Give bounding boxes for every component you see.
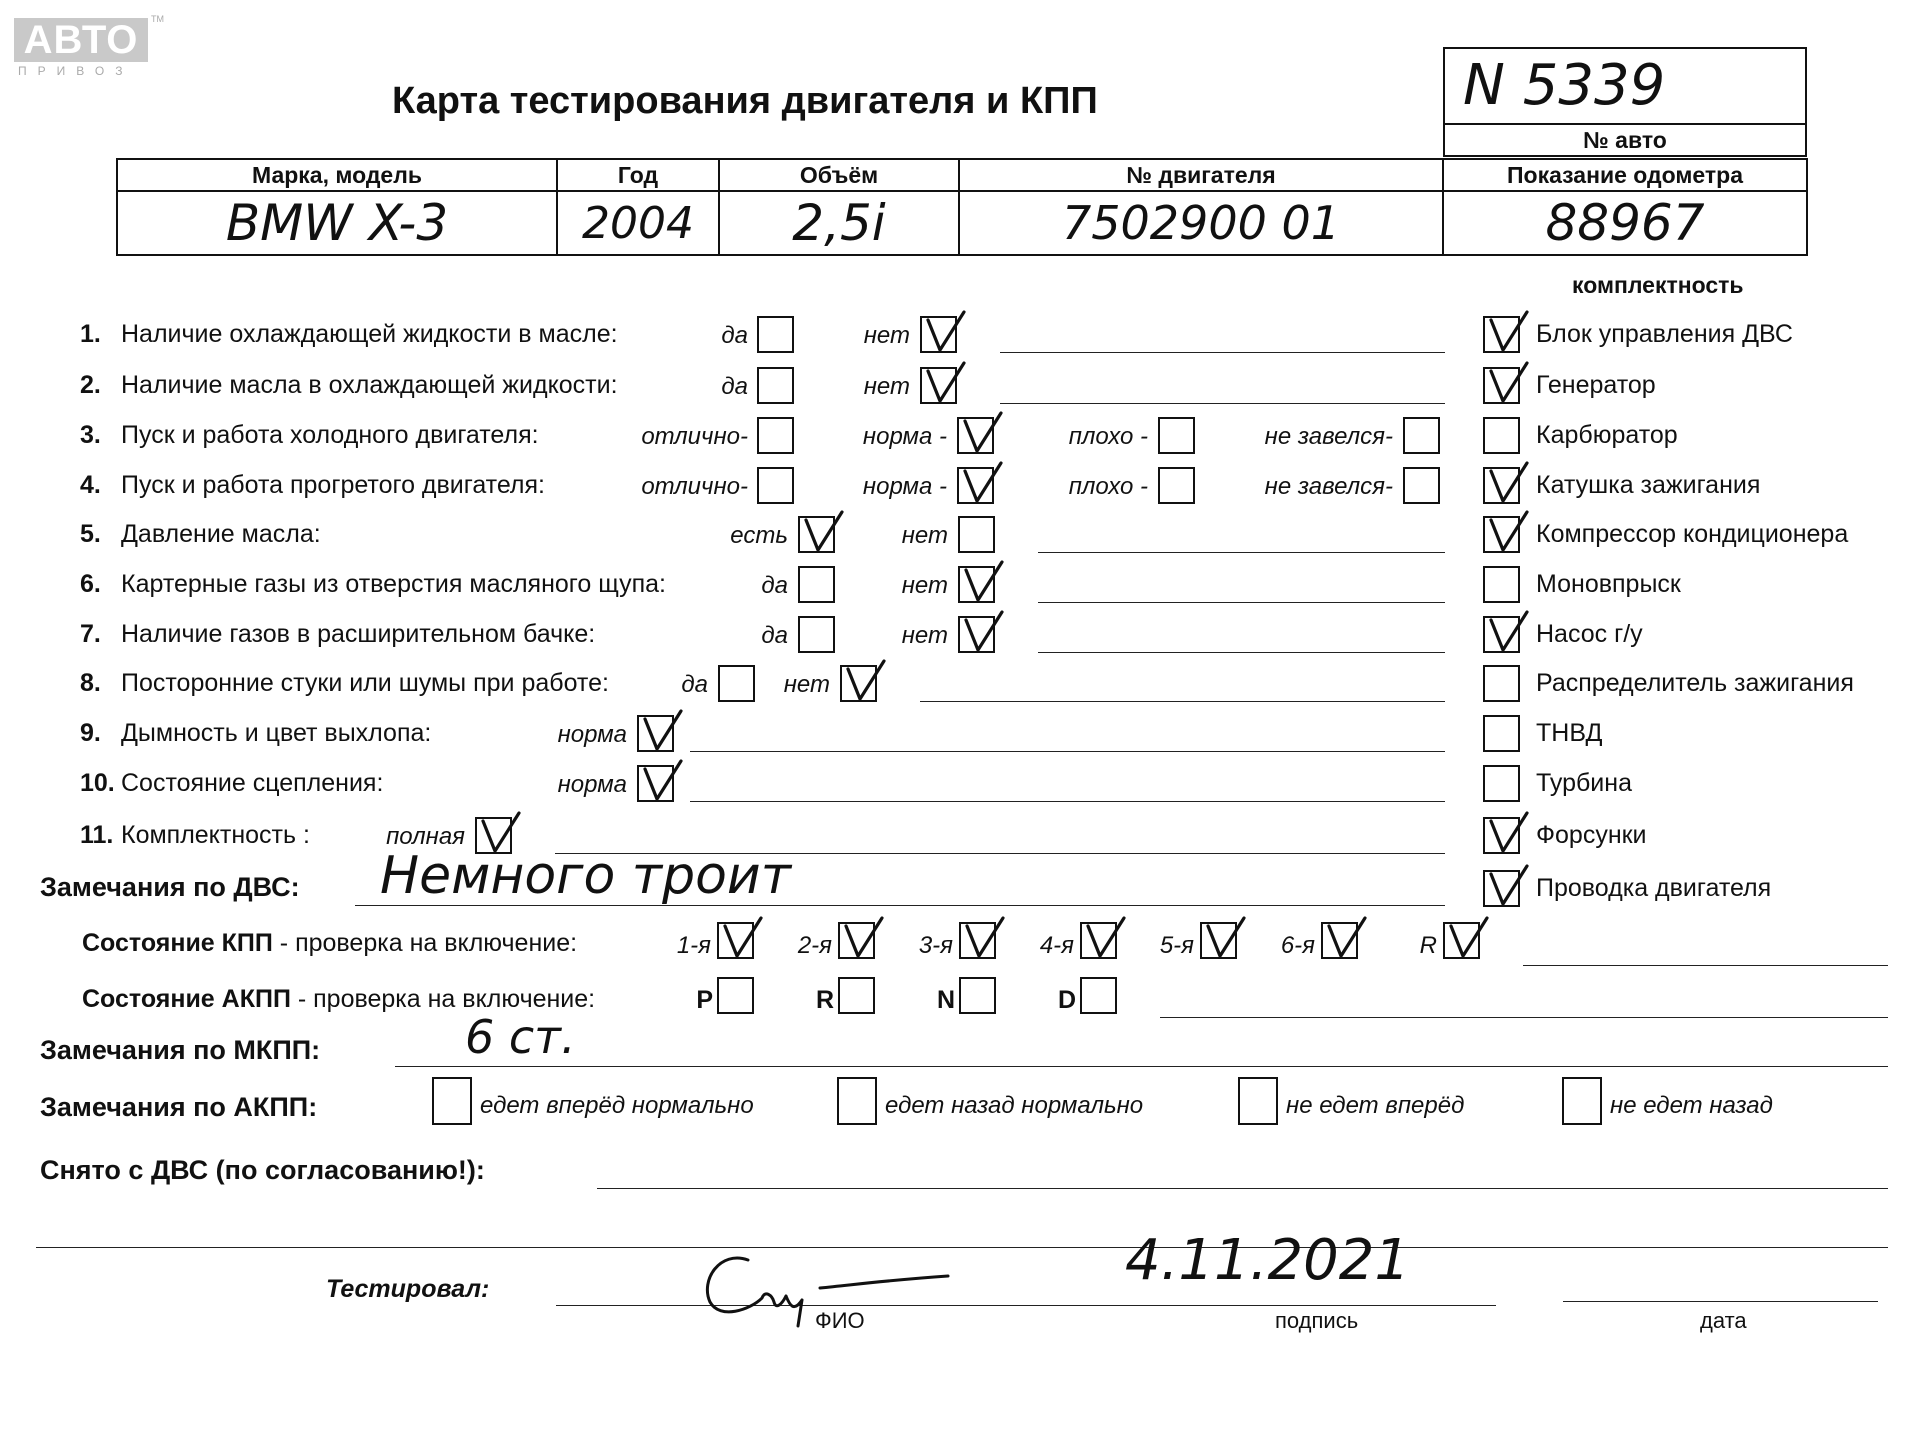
- checkmark-icon: [957, 459, 1009, 511]
- engine-remarks-value[interactable]: Немного троит: [380, 846, 791, 906]
- check-2-number: 2.: [80, 371, 101, 399]
- gear-6-label: 6-я: [1280, 932, 1315, 959]
- gear-5-checkbox[interactable]: [1200, 922, 1237, 959]
- gear-4-checkbox[interactable]: [1080, 922, 1117, 959]
- check-3-option-label: не завелся-: [1264, 423, 1393, 450]
- completeness-item-label: Блок управления ДВС: [1536, 320, 1793, 348]
- manual-gearbox-line: [1523, 965, 1888, 966]
- logo-subtext: ПРИВОЗ: [18, 64, 134, 78]
- value-odometer: 88967: [1443, 191, 1807, 255]
- car-number-label: № авто: [1583, 127, 1667, 153]
- check-1-text: Наличие охлаждающей жидкости в масле:: [121, 320, 618, 348]
- date-value[interactable]: 4.11.2021: [1125, 1228, 1411, 1293]
- checkmark-icon: [1483, 608, 1535, 660]
- akpp-option-checkbox[interactable]: [1562, 1077, 1602, 1125]
- signature-caption: подпись: [1275, 1308, 1359, 1333]
- value-brand-model: BMW X-3: [117, 191, 557, 255]
- check-1-line: [1000, 352, 1445, 353]
- completeness-item-label: Насос г/у: [1536, 620, 1643, 648]
- completeness-title: комплектность: [1572, 272, 1744, 298]
- check-6-line: [1038, 602, 1445, 603]
- checkmark-icon: [1200, 914, 1252, 966]
- header-year: Год: [557, 159, 719, 191]
- completeness-checkbox[interactable]: [1483, 765, 1520, 802]
- checkmark-icon: [798, 508, 850, 560]
- check-4-checkbox[interactable]: [757, 467, 794, 504]
- checkmark-icon: [958, 558, 1010, 610]
- checkmark-icon: [1483, 809, 1535, 861]
- check-3-checkbox[interactable]: [1158, 417, 1195, 454]
- check-3-option-label: плохо -: [1068, 423, 1148, 450]
- checkmark-icon: [1483, 359, 1535, 411]
- check-4-option-label: плохо -: [1068, 473, 1148, 500]
- logo-tm: TM: [151, 14, 164, 24]
- completeness-checkbox[interactable]: [1483, 616, 1520, 653]
- vehicle-info-table: [116, 158, 1808, 256]
- gear-5-label: 5-я: [1159, 932, 1194, 959]
- gear-1-checkbox[interactable]: [717, 922, 754, 959]
- check-10-number: 10.: [80, 769, 115, 797]
- check-2-checkbox[interactable]: [757, 367, 794, 404]
- gear-1-label: 1-я: [676, 932, 711, 959]
- check-10-checkbox[interactable]: [637, 765, 674, 802]
- logo: [14, 14, 164, 80]
- checkmark-icon: [1443, 914, 1495, 966]
- completeness-checkbox[interactable]: [1483, 316, 1520, 353]
- completeness-item-label: Форсунки: [1536, 821, 1647, 849]
- check-8-option-label: нет: [783, 671, 830, 698]
- value-volume: 2,5i: [719, 191, 959, 255]
- check-8-option-label: да: [681, 671, 708, 698]
- auto-position-checkbox[interactable]: [1080, 977, 1117, 1014]
- completeness-item-label: Карбюратор: [1536, 421, 1678, 449]
- checkmark-icon: [958, 608, 1010, 660]
- gear-6-checkbox[interactable]: [1321, 922, 1358, 959]
- gear-7-checkbox[interactable]: [1443, 922, 1480, 959]
- completeness-checkbox[interactable]: [1483, 367, 1520, 404]
- auto-position-label: P: [696, 986, 713, 1014]
- removed-line: [597, 1188, 1888, 1189]
- auto-gearbox-line: [1160, 1017, 1888, 1018]
- checkmark-icon: [838, 914, 890, 966]
- check-6-text: Картерные газы из отверстия масляного щупа:: [121, 570, 666, 598]
- gear-2-checkbox[interactable]: [838, 922, 875, 959]
- completeness-checkbox[interactable]: [1483, 817, 1520, 854]
- header-odometer: Показание одометра: [1443, 159, 1807, 191]
- check-11-number: 11.: [80, 821, 114, 849]
- check-4-text: Пуск и работа прогретого двигателя:: [121, 471, 545, 499]
- completeness-checkbox[interactable]: [1483, 566, 1520, 603]
- auto-position-label: N: [936, 986, 955, 1014]
- check-4-option-label: отлично-: [641, 473, 748, 500]
- removed-label: Снято с ДВС (по согласованию!):: [40, 1155, 485, 1185]
- akpp-option-label: не едет вперёд: [1286, 1092, 1465, 1119]
- akpp-option-checkbox[interactable]: [432, 1077, 472, 1125]
- date-line: [1563, 1301, 1878, 1302]
- check-3-number: 3.: [80, 421, 101, 449]
- check-4-checkbox[interactable]: [1158, 467, 1195, 504]
- check-10-option-label: норма: [557, 771, 627, 798]
- completeness-checkbox[interactable]: [1483, 467, 1520, 504]
- engine-remarks-line: [355, 905, 1445, 906]
- completeness-item-label: Генератор: [1536, 371, 1656, 399]
- check-5-text: Давление масла:: [121, 520, 321, 548]
- checkmark-icon: [1483, 862, 1535, 914]
- check-9-line: [690, 751, 1445, 752]
- check-1-checkbox[interactable]: [920, 316, 957, 353]
- auto-gearbox-label-bold: Состояние АКПП: [82, 985, 291, 1013]
- completeness-checkbox[interactable]: [1483, 715, 1520, 752]
- check-3-checkbox[interactable]: [1403, 417, 1440, 454]
- check-11-text: Комплектность :: [121, 821, 310, 849]
- check-5-checkbox[interactable]: [798, 516, 835, 553]
- checkmark-icon: [637, 757, 689, 809]
- completeness-item-label: Катушка зажигания: [1536, 471, 1761, 499]
- check-6-option-label: да: [761, 572, 788, 599]
- header-brand-model: Марка, модель: [117, 159, 557, 191]
- check-3-text: Пуск и работа холодного двигателя:: [121, 421, 539, 449]
- check-1-option-label: нет: [863, 322, 910, 349]
- checkmark-icon: [637, 707, 689, 759]
- akpp-remarks-label: Замечания по АКПП:: [40, 1092, 318, 1122]
- check-4-option-label: норма -: [862, 473, 947, 500]
- check-4-checkbox[interactable]: [957, 467, 994, 504]
- auto-position-label: D: [1057, 986, 1076, 1014]
- check-2-checkbox[interactable]: [920, 367, 957, 404]
- check-9-option-label: норма: [557, 721, 627, 748]
- check-8-number: 8.: [80, 669, 101, 697]
- check-2-option-label: нет: [863, 373, 910, 400]
- checkmark-icon: [1321, 914, 1373, 966]
- check-2-option-label: да: [721, 373, 748, 400]
- tested-label: Тестировал:: [326, 1275, 490, 1303]
- completeness-checkbox[interactable]: [1483, 417, 1520, 454]
- checkmark-icon: [1483, 459, 1535, 511]
- engine-remarks-label: Замечания по ДВС:: [40, 872, 300, 902]
- check-3-option-label: норма -: [862, 423, 947, 450]
- check-6-checkbox[interactable]: [958, 566, 995, 603]
- check-5-number: 5.: [80, 520, 101, 548]
- check-1-option-label: да: [721, 322, 748, 349]
- check-4-option-label: не завелся-: [1264, 473, 1393, 500]
- completeness-item-label: Моновпрыск: [1536, 570, 1681, 598]
- completeness-item-label: Турбина: [1536, 769, 1632, 797]
- table-header-row: [117, 159, 1807, 191]
- auto-gearbox-label-rest: - проверка на включение:: [290, 985, 596, 1013]
- gear-7-label: R: [1419, 932, 1437, 959]
- check-8-text: Посторонние стуки или шумы при работе:: [121, 669, 609, 697]
- gear-4-label: 4-я: [1039, 932, 1074, 959]
- akpp-option-checkbox[interactable]: [1238, 1077, 1278, 1125]
- gear-2-label: 2-я: [797, 932, 832, 959]
- check-6-option-label: нет: [901, 572, 948, 599]
- check-2-line: [1000, 403, 1445, 404]
- check-5-option-label: есть: [730, 522, 788, 549]
- check-8-line: [920, 701, 1445, 702]
- check-9-number: 9.: [80, 719, 101, 747]
- separator-line: [36, 1247, 1888, 1248]
- auto-position-checkbox[interactable]: [838, 977, 875, 1014]
- check-10-text: Состояние сцепления:: [121, 769, 384, 797]
- check-7-line: [1038, 652, 1445, 653]
- akpp-option-label: едет вперёд нормально: [480, 1092, 754, 1119]
- check-9-text: Дымность и цвет выхлопа:: [121, 719, 432, 747]
- fio-caption: ФИО: [815, 1308, 865, 1333]
- completeness-checkbox[interactable]: [1483, 870, 1520, 907]
- akpp-option-checkbox[interactable]: [837, 1077, 877, 1125]
- mkpp-remarks-value[interactable]: 6 ст.: [465, 1010, 576, 1064]
- checkmark-icon: [1483, 508, 1535, 560]
- check-4-number: 4.: [80, 471, 101, 499]
- checkmark-icon: [1483, 308, 1535, 360]
- manual-gearbox-label: [82, 929, 577, 958]
- check-9-checkbox[interactable]: [637, 715, 674, 752]
- completeness-item-label: Компрессор кондиционера: [1536, 520, 1849, 548]
- checkmark-icon: [959, 914, 1011, 966]
- car-number-value: N 5339: [1463, 53, 1666, 118]
- check-8-checkbox[interactable]: [840, 665, 877, 702]
- completeness-item-label: Распределитель зажигания: [1536, 669, 1854, 697]
- value-year: 2004: [557, 191, 719, 255]
- auto-position-checkbox[interactable]: [717, 977, 754, 1014]
- completeness-item-label: Проводка двигателя: [1536, 874, 1772, 902]
- check-1-number: 1.: [80, 320, 101, 348]
- akpp-option-label: едет назад нормально: [885, 1092, 1144, 1119]
- check-1-checkbox[interactable]: [757, 316, 794, 353]
- check-8-checkbox[interactable]: [718, 665, 755, 702]
- mkpp-remarks-label: Замечания по МКПП:: [40, 1035, 321, 1065]
- check-7-option-label: да: [761, 622, 788, 649]
- checkmark-icon: [920, 359, 972, 411]
- check-3-checkbox[interactable]: [757, 417, 794, 454]
- header-volume: Объём: [719, 159, 959, 191]
- mkpp-remarks-line: [395, 1066, 1888, 1067]
- auto-position-checkbox[interactable]: [959, 977, 996, 1014]
- checkmark-icon: [1080, 914, 1132, 966]
- page-title: Карта тестирования двигателя и КПП: [392, 80, 1098, 122]
- check-7-text: Наличие газов в расширительном бачке:: [121, 620, 596, 648]
- date-caption: дата: [1700, 1308, 1747, 1333]
- check-3-option-label: отлично-: [641, 423, 748, 450]
- check-5-option-label: нет: [901, 522, 948, 549]
- completeness-checkbox[interactable]: [1483, 516, 1520, 553]
- car-number-divider: [1445, 123, 1805, 125]
- manual-gearbox-label-bold: Состояние КПП: [82, 929, 273, 957]
- gear-3-label: 3-я: [918, 932, 953, 959]
- check-11-option-label: полная: [386, 823, 465, 850]
- car-number-box: [1443, 47, 1807, 157]
- logo-text: АВТО: [14, 18, 148, 62]
- completeness-item-label: ТНВД: [1536, 719, 1603, 747]
- check-10-line: [690, 801, 1445, 802]
- check-2-text: Наличие масла в охлаждающей жидкости:: [121, 371, 618, 399]
- check-4-checkbox[interactable]: [1403, 467, 1440, 504]
- checkmark-icon: [920, 308, 972, 360]
- signature-line: [1196, 1305, 1496, 1306]
- check-6-number: 6.: [80, 570, 101, 598]
- auto-position-label: R: [815, 986, 834, 1014]
- check-5-checkbox[interactable]: [958, 516, 995, 553]
- check-5-line: [1038, 552, 1445, 553]
- header-engine-number: № двигателя: [959, 159, 1443, 191]
- akpp-option-label: не едет назад: [1610, 1092, 1773, 1119]
- check-7-number: 7.: [80, 620, 101, 648]
- manual-gearbox-label-rest: - проверка на включение:: [272, 929, 578, 957]
- completeness-checkbox[interactable]: [1483, 665, 1520, 702]
- checkmark-icon: [957, 409, 1009, 461]
- checkmark-icon: [840, 657, 892, 709]
- gear-3-checkbox[interactable]: [959, 922, 996, 959]
- check-3-checkbox[interactable]: [957, 417, 994, 454]
- table-value-row: [117, 191, 1807, 255]
- check-7-checkbox[interactable]: [958, 616, 995, 653]
- check-6-checkbox[interactable]: [798, 566, 835, 603]
- check-7-checkbox[interactable]: [798, 616, 835, 653]
- value-engine-number: 7502900 01: [959, 191, 1443, 255]
- checkmark-icon: [717, 914, 769, 966]
- check-7-option-label: нет: [901, 622, 948, 649]
